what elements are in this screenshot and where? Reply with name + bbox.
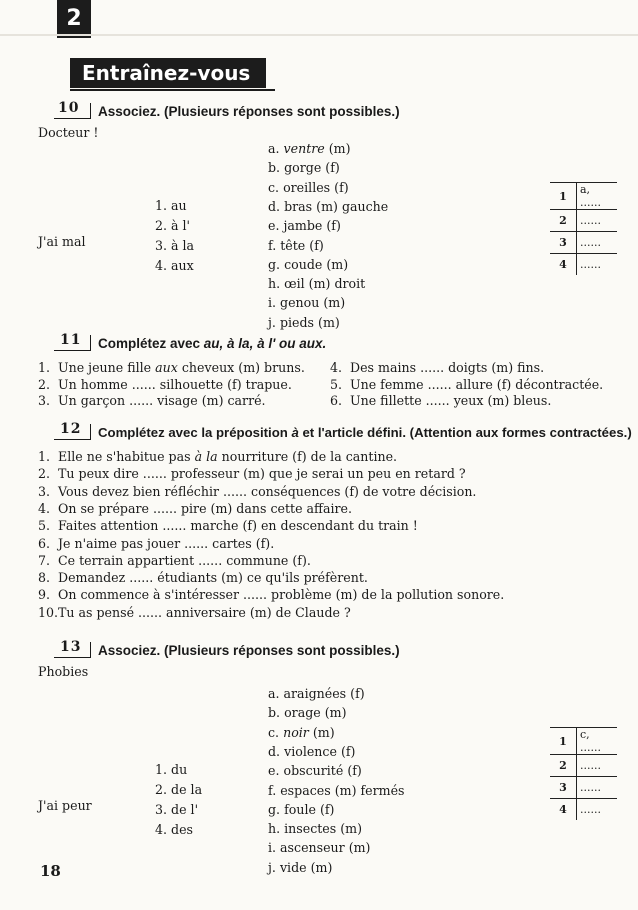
item-number: 6. [38, 535, 51, 551]
option-item [268, 295, 345, 310]
option-letter: c. [268, 724, 280, 740]
exercise-12-instruction-rest: et l'article défini. (Attention aux formes contractées.) [298, 425, 632, 440]
option-item [268, 705, 347, 720]
option-letter: a. [268, 686, 280, 701]
exercise-10-tick [90, 103, 91, 119]
option-word: oreilles [283, 179, 331, 195]
item-number: 6. [330, 393, 343, 408]
option-letter: f. [268, 782, 277, 798]
exercise-13-number: 13 [60, 639, 82, 655]
item-text: Elle ne s'habitue pas [58, 449, 195, 464]
item-number: 5. [38, 518, 51, 534]
option-item [268, 315, 340, 330]
item-text: Une femme ...... allure (f) décontractée. [350, 376, 604, 392]
option-gender: (m) [310, 859, 333, 875]
option-gender: (m) [318, 314, 340, 330]
option-item [268, 160, 340, 175]
option-word: insectes [284, 821, 337, 837]
option-word: gorge [284, 160, 322, 176]
item-text: Faites attention ...... marche (f) en descendant du train ! [58, 518, 418, 534]
answer-number: 2 [550, 755, 577, 777]
exercise-11-rule [54, 350, 90, 351]
item-text: Vous devez bien réfléchir ...... conséquences (f) de votre décision. [58, 483, 477, 499]
option-item [268, 257, 348, 272]
preposition-item: 3. à la [155, 238, 195, 253]
item-number: 4. [38, 500, 51, 516]
option-item [268, 725, 335, 740]
exercise-11-item [330, 377, 603, 392]
exercise-12-instruction [98, 425, 632, 440]
item-number: 8. [38, 570, 51, 586]
option-gender: (f) [340, 743, 356, 759]
answer-row [550, 183, 617, 210]
option-word: bras [284, 198, 313, 214]
exercise-12-item [38, 518, 418, 533]
option-letter: i. [268, 295, 277, 311]
answer-number: 2 [550, 210, 577, 232]
answer-slot: ...... [577, 799, 618, 821]
option-item [268, 821, 362, 836]
preposition-item: 3. de l' [155, 802, 199, 817]
exercise-12-tick [90, 424, 91, 440]
exercise-12-item [38, 536, 274, 551]
exercise-12-instruction-a: à [291, 425, 299, 440]
exercise-12-item [38, 466, 466, 481]
exercise-12-instruction-text: Complétez avec la préposition [98, 425, 292, 440]
item-text: Un homme ...... silhouette (f) trapue. [58, 376, 292, 392]
item-text: On se prépare ...... pire (m) dans cette affaire. [58, 500, 352, 516]
answer-slot: ...... [577, 777, 618, 799]
option-letter: g. [268, 801, 281, 817]
option-letter: c. [268, 179, 280, 195]
option-item [268, 783, 404, 798]
exercise-11-item [330, 360, 544, 375]
option-gender: (f) [326, 218, 341, 234]
option-gender: (m) fermés [334, 782, 405, 798]
option-gender: (f) [319, 801, 335, 817]
exercise-10-instruction: Associez. (Plusieurs réponses sont possibles.) [98, 104, 400, 119]
option-item [268, 686, 365, 701]
exercise-11-item [38, 360, 305, 375]
exercise-10-intro: Docteur ! [38, 125, 99, 140]
item-text: Une fillette ...... yeux (m) bleus. [350, 393, 552, 408]
exercise-11-instruction [98, 336, 326, 351]
answer-slot: ...... [577, 232, 618, 254]
option-item [268, 802, 334, 817]
item-number: 5. [330, 376, 343, 392]
exercise-13-intro: Phobies [38, 664, 89, 679]
answer-number: 1 [550, 183, 577, 210]
answer-slot: a, ...... [577, 183, 618, 210]
answer-number: 3 [550, 232, 577, 254]
exercise-11-item [330, 393, 551, 408]
exercise-12-rule [54, 439, 90, 440]
option-gender: (f) [325, 160, 340, 176]
exercise-12-item [38, 484, 476, 499]
exercise-11-number: 11 [60, 332, 82, 348]
option-word: œil [284, 276, 305, 292]
chapter-number-tab: 2 [57, 0, 91, 38]
option-gender: (m) [326, 256, 349, 272]
exercise-12-item [38, 587, 504, 602]
item-text: Un garçon ...... visage (m) carré. [58, 393, 266, 408]
item-number: 2. [38, 466, 51, 482]
exercise-12-item [38, 553, 311, 568]
item-text: Tu as pensé ...... anniversaire (m) de Claude ? [58, 604, 351, 620]
answer-row [550, 728, 617, 755]
option-gender: (m) [348, 840, 371, 856]
item-answer: aux [155, 360, 178, 375]
preposition-item: 4. aux [155, 258, 194, 273]
option-gender: (f) [350, 686, 365, 701]
option-gender: (f) [334, 179, 349, 195]
option-word: foule [284, 801, 316, 817]
option-letter: b. [268, 160, 281, 176]
option-word: genou [280, 295, 320, 311]
answer-row [550, 232, 617, 254]
preposition-item: 2. de la [155, 782, 203, 797]
option-word: pieds [279, 314, 315, 330]
answer-number: 4 [550, 799, 577, 821]
option-gender: (m) gauche [316, 198, 389, 214]
answer-slot: ...... [577, 254, 618, 276]
option-letter: d. [268, 743, 281, 759]
option-word: tête [280, 237, 306, 253]
option-gender: (m) [312, 724, 335, 740]
exercise-10-rule [54, 118, 90, 119]
option-letter: a. [268, 141, 280, 156]
item-text: Demandez ...... étudiants (m) ce qu'ils préfèrent. [58, 570, 368, 586]
preposition-item: 2. à l' [155, 218, 191, 233]
option-word: araignées [283, 686, 347, 701]
exercise-12-item [38, 570, 368, 585]
item-number: 10. [38, 604, 59, 620]
option-gender: (m) [323, 295, 346, 311]
answer-row [550, 210, 617, 232]
option-letter: i. [268, 840, 277, 856]
option-word: orage [284, 705, 321, 721]
option-item [268, 180, 349, 195]
exercise-11-item [38, 393, 266, 408]
option-gender: (f) [347, 763, 362, 779]
exercise-13-instruction: Associez. (Plusieurs réponses sont possibles.) [98, 643, 400, 658]
option-item [268, 141, 351, 156]
exercise-11-item [38, 377, 292, 392]
item-number: 3. [38, 393, 51, 408]
item-number: 3. [38, 483, 51, 499]
option-item [268, 744, 355, 759]
answer-row [550, 254, 617, 276]
item-text: Ce terrain appartient ...... commune (f). [58, 552, 311, 568]
item-text: On commence à s'intéresser ...... problème (m) de la pollution sonore. [58, 587, 505, 603]
item-text: Des mains ...... doigts (m) fins. [350, 360, 545, 375]
option-word: ventre [283, 141, 325, 156]
exercise-13-answer-grid [550, 727, 617, 820]
option-letter: e. [268, 763, 280, 779]
option-item [268, 199, 388, 214]
item-text-rest: nourriture (f) de la cantine. [217, 449, 398, 464]
item-text-rest: cheveux (m) bruns. [177, 360, 305, 375]
item-number: 2. [38, 376, 51, 392]
item-number: 1. [38, 360, 51, 375]
option-item [268, 218, 341, 233]
item-answer: à la [194, 449, 218, 464]
option-letter: f. [268, 237, 277, 253]
option-word: jambe [283, 218, 323, 234]
exercise-12-number: 12 [60, 421, 82, 437]
answer-number: 4 [550, 254, 577, 276]
option-gender: (f) [309, 237, 324, 253]
option-word: coude [284, 256, 323, 272]
option-gender: (m) droit [308, 276, 366, 292]
item-text: Tu peux dire ...... professeur (m) que je serai un peu en retard ? [58, 466, 466, 482]
preposition-item: 1. du [155, 762, 188, 777]
answer-row [550, 777, 617, 799]
answer-slot: ...... [577, 210, 618, 232]
exercise-12-item [38, 501, 352, 516]
option-letter: j. [268, 314, 276, 330]
item-number: 9. [38, 587, 51, 603]
option-gender: (m) [328, 141, 351, 156]
exercise-12-item [38, 605, 351, 620]
exercise-11-tick [90, 335, 91, 351]
option-item [268, 238, 324, 253]
option-word: violence [284, 743, 337, 759]
option-item [268, 276, 365, 291]
answer-row [550, 755, 617, 777]
section-banner: Entraînez-vous [70, 58, 266, 88]
exercise-10-stem: J'ai mal [38, 234, 86, 249]
option-gender: (m) [324, 705, 347, 721]
option-letter: d. [268, 198, 281, 214]
exercise-13-rule [54, 657, 90, 658]
option-word: obscurité [283, 763, 344, 779]
answer-number: 1 [550, 728, 577, 755]
option-gender: (m) [340, 821, 363, 837]
header-divider [0, 34, 638, 36]
option-word: vide [279, 859, 307, 875]
option-item [268, 860, 332, 875]
option-letter: h. [268, 821, 281, 837]
option-letter: g. [268, 256, 281, 272]
answer-number: 3 [550, 777, 577, 799]
exercise-13-tick [90, 642, 91, 658]
item-number: 4. [330, 360, 343, 375]
preposition-item: 4. des [155, 822, 193, 837]
exercise-12-item [38, 449, 397, 464]
banner-underline [70, 89, 275, 91]
exercise-10-answer-grid [550, 182, 617, 275]
option-letter: j. [268, 859, 276, 875]
item-number: 7. [38, 552, 51, 568]
item-text: Une jeune fille [58, 360, 156, 375]
option-word: ascenseur [280, 840, 345, 856]
exercise-11-instruction-text: Complétez avec [98, 336, 204, 351]
exercise-13-stem: J'ai peur [38, 798, 92, 813]
preposition-item: 1. au [155, 198, 187, 213]
option-letter: h. [268, 276, 281, 292]
option-letter: b. [268, 705, 281, 721]
item-text: Je n'aime pas jouer ...... cartes (f). [58, 535, 275, 551]
page-number: 18 [40, 862, 61, 880]
item-number: 1. [38, 449, 51, 464]
option-letter: e. [268, 218, 280, 234]
answer-row [550, 799, 617, 821]
option-item [268, 763, 362, 778]
answer-slot: ...... [577, 755, 618, 777]
answer-slot: c, ...... [577, 728, 618, 755]
option-word: noir [283, 724, 309, 740]
exercise-10-number: 10 [58, 100, 80, 116]
exercise-11-instruction-options: au, à la, à l' ou aux. [203, 336, 327, 351]
option-word: espaces [280, 782, 331, 798]
option-item [268, 840, 370, 855]
